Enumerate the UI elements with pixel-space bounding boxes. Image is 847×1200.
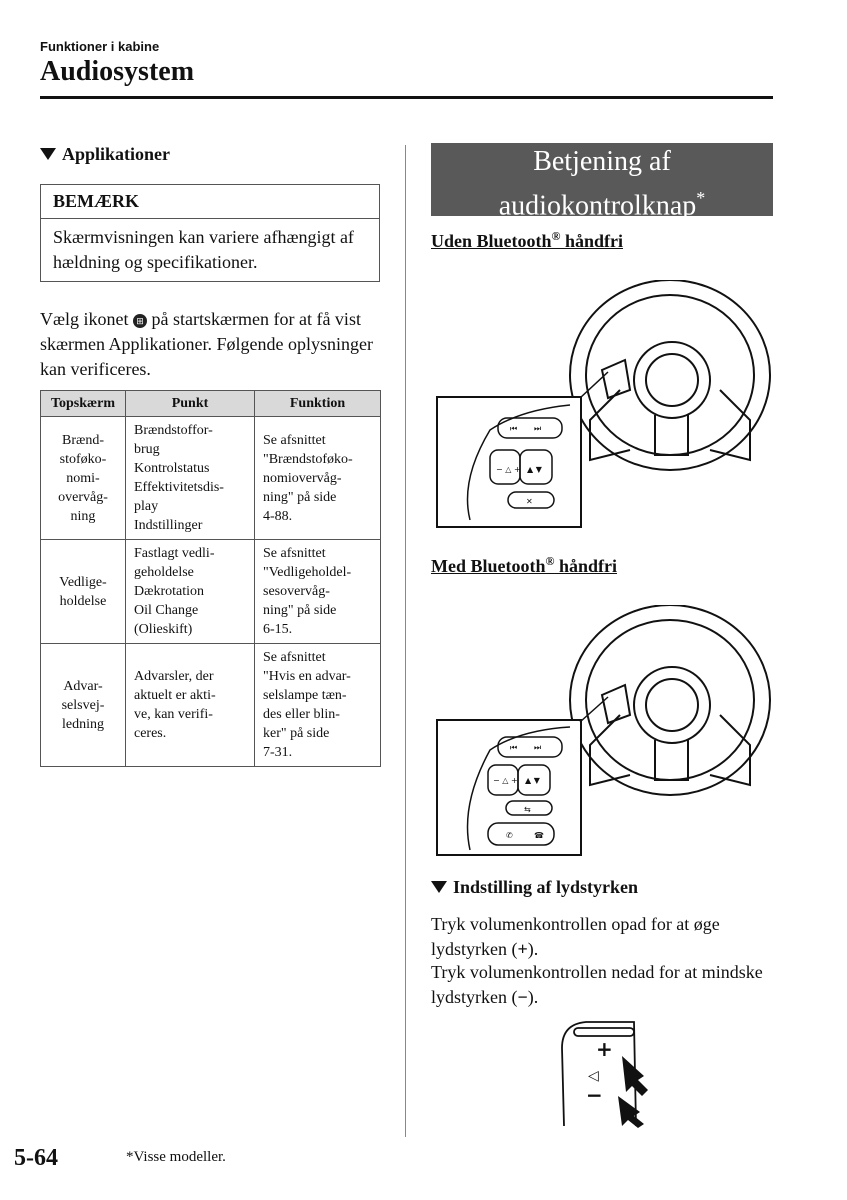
svg-text:▲ ▼: ▲ ▼ (527, 465, 542, 474)
steering-wheel-figure-2 (430, 605, 775, 860)
note-text: Skærmvisningen kan variere afhængigt af hældning og specifikationer. (53, 227, 354, 272)
svg-text:◁: ◁ (588, 1068, 599, 1084)
figure-caption-without-bluetooth: Uden Bluetooth® håndfri (431, 229, 624, 251)
svg-text:⇆: ⇆ (524, 805, 531, 814)
table-row (41, 644, 381, 767)
page-number: 5-64 (14, 1145, 58, 1171)
column-divider (405, 145, 406, 1137)
page-title: Audiosystem (40, 56, 195, 87)
table-cell: Brændstoffor- brug Kontrolstatus Effektivitetsdis- play Indstillinger (126, 417, 255, 540)
svg-text:+: + (596, 1037, 613, 1061)
svg-text:☎: ☎ (534, 831, 544, 840)
table-cell: Advar- selsvej- ledning (41, 644, 126, 767)
triangle-icon (431, 881, 447, 893)
volume-control-figure (556, 1018, 656, 1130)
svg-text:⏭: ⏭ (534, 424, 542, 433)
figure-caption-with-bluetooth: Med Bluetooth® håndfri (431, 554, 617, 576)
volume-down-paragraph: Tryk volumenkontrollen nedad for at mindske lydstyrken (−). (431, 962, 763, 1007)
title-rule (40, 96, 773, 99)
svg-text:⏭: ⏭ (534, 743, 542, 752)
table-cell: Advarsler, der aktuelt er akti- ve, kan verifi- ceres. (126, 644, 255, 767)
applications-icon: ⊞ (133, 314, 147, 328)
table-cell: Se afsnittet "Vedligeholdel- sesovervåg- ning" på side 6-15. (255, 540, 381, 644)
column-header: Topskærm (41, 391, 126, 417)
table-header-row (41, 391, 381, 417)
breadcrumb: Funktioner i kabine (40, 39, 160, 54)
table-row (41, 417, 381, 540)
svg-text:▲ ▼: ▲ ▼ (525, 776, 540, 785)
footnote: *Visse modeller. (126, 1149, 226, 1165)
steering-wheel-figure-1 (430, 280, 775, 535)
table-cell: Vedlige- holdelse (41, 540, 126, 644)
section-heading-box: Betjening af audiokontrolknap* (431, 143, 773, 216)
svg-text:✆: ✆ (506, 831, 513, 840)
table-row (41, 540, 381, 644)
svg-text:− △ +: − △ + (493, 776, 518, 785)
svg-text:✕: ✕ (526, 497, 533, 506)
section-title-volume: Indstilling af lydstyrken (431, 877, 638, 898)
note-heading: BEMÆRK (41, 185, 379, 219)
svg-text:− △ +: − △ + (496, 465, 521, 474)
svg-text:⏮: ⏮ (510, 743, 518, 752)
volume-up-paragraph: Tryk volumenkontrollen opad for at øge lydstyrken (+). (431, 914, 720, 959)
applications-table (40, 390, 381, 767)
table-cell: Brænd- stoføko- nomi- overvåg- ning (41, 417, 126, 540)
svg-text:⏮: ⏮ (510, 424, 518, 433)
section-title-applications: Applikationer (40, 144, 170, 165)
table-cell: Se afsnittet "Brændstoføko- nomiovervåg- ning" på side 4-88. (255, 417, 381, 540)
table-cell: Se afsnittet "Hvis en advar- selslampe tæn- des eller blin- ker" på side 7-31. (255, 644, 381, 767)
note-box (40, 184, 380, 282)
column-header: Punkt (126, 391, 255, 417)
column-header: Funktion (255, 391, 381, 417)
triangle-icon (40, 148, 56, 160)
svg-text:−: − (586, 1083, 603, 1107)
intro-paragraph: Vælg ikonet ⊞ på startskærmen for at få vist skærmen Applikationer. Følgende oplysninger kan verificeres. (40, 309, 373, 379)
table-cell: Fastlagt vedli- geholdelse Dækrotation Oil Change (Olieskift) (126, 540, 255, 644)
